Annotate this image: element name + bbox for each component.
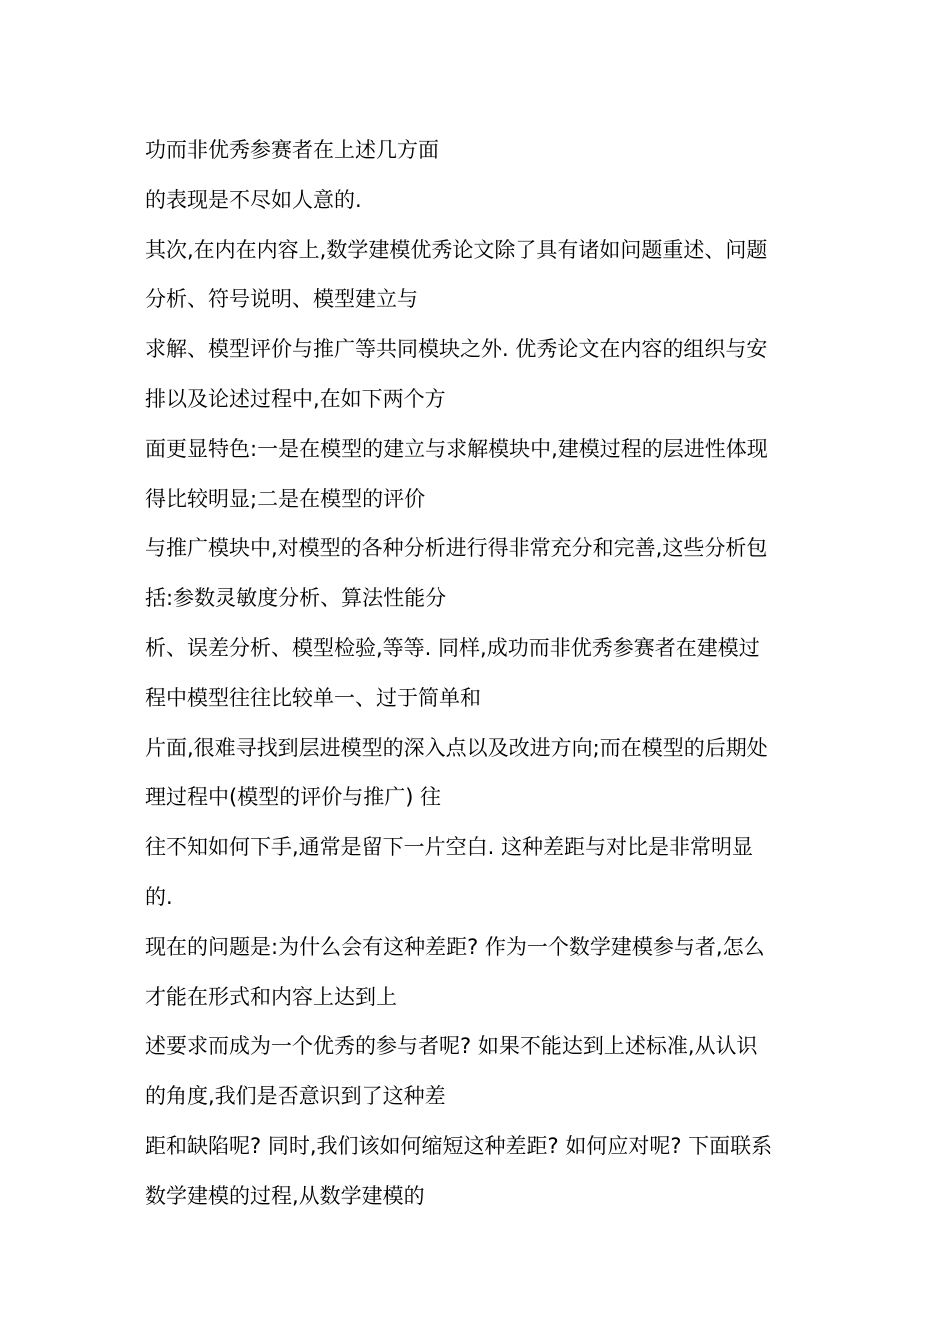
text-line: 排以及论述过程中,在如下两个方	[145, 386, 446, 411]
text-line: 现在的问题是:为什么会有这种差距? 作为一个数学建模参与者,怎么	[145, 934, 765, 959]
text-line: 与推广模块中,对模型的各种分析进行得非常充分和完善,这些分析包	[145, 536, 768, 561]
text-line: 数学建模的过程,从数学建模的	[145, 1183, 425, 1208]
text-line: 往不知如何下手,通常是留下一片空白. 这种差距与对比是非常明显	[145, 835, 754, 860]
text-line: 得比较明显;二是在模型的评价	[145, 486, 426, 511]
text-line: 距和缺陷呢? 同时,我们该如何缩短这种差距? 如何应对呢? 下面联系	[145, 1133, 773, 1158]
text-line: 述要求而成为一个优秀的参与者呢? 如果不能达到上述标准,从认识	[145, 1034, 758, 1059]
text-line: 求解、模型评价与推广等共同模块之外. 优秀论文在内容的组织与安	[145, 337, 768, 362]
text-line: 面更显特色:一是在模型的建立与求解模块中,建模过程的层进性体现	[145, 436, 768, 461]
text-line: 分析、符号说明、模型建立与	[145, 287, 418, 312]
text-line: 片面,很难寻找到层进模型的深入点以及改进方向;而在模型的后期处	[145, 735, 768, 760]
text-line: 程中模型往往比较单一、过于简单和	[145, 685, 481, 710]
text-line: 才能在形式和内容上达到上	[145, 984, 397, 1009]
text-line: 析、误差分析、模型检验,等等. 同样,成功而非优秀参赛者在建模过	[145, 635, 760, 660]
text-line: 括:参数灵敏度分析、算法性能分	[145, 586, 447, 611]
text-line: 的角度,我们是否意识到了这种差	[145, 1084, 446, 1109]
body-text	[145, 126, 825, 1222]
text-line: 功而非优秀参赛者在上述几方面	[145, 138, 439, 162]
text-line: 理过程中(模型的评价与推广) 往	[145, 785, 442, 810]
text-line: 的表现是不尽如人意的.	[145, 187, 362, 212]
text-line: 其次,在内在内容上,数学建模优秀论文除了具有诸如问题重述、问题	[145, 237, 768, 262]
text-line: 的.	[145, 884, 173, 909]
